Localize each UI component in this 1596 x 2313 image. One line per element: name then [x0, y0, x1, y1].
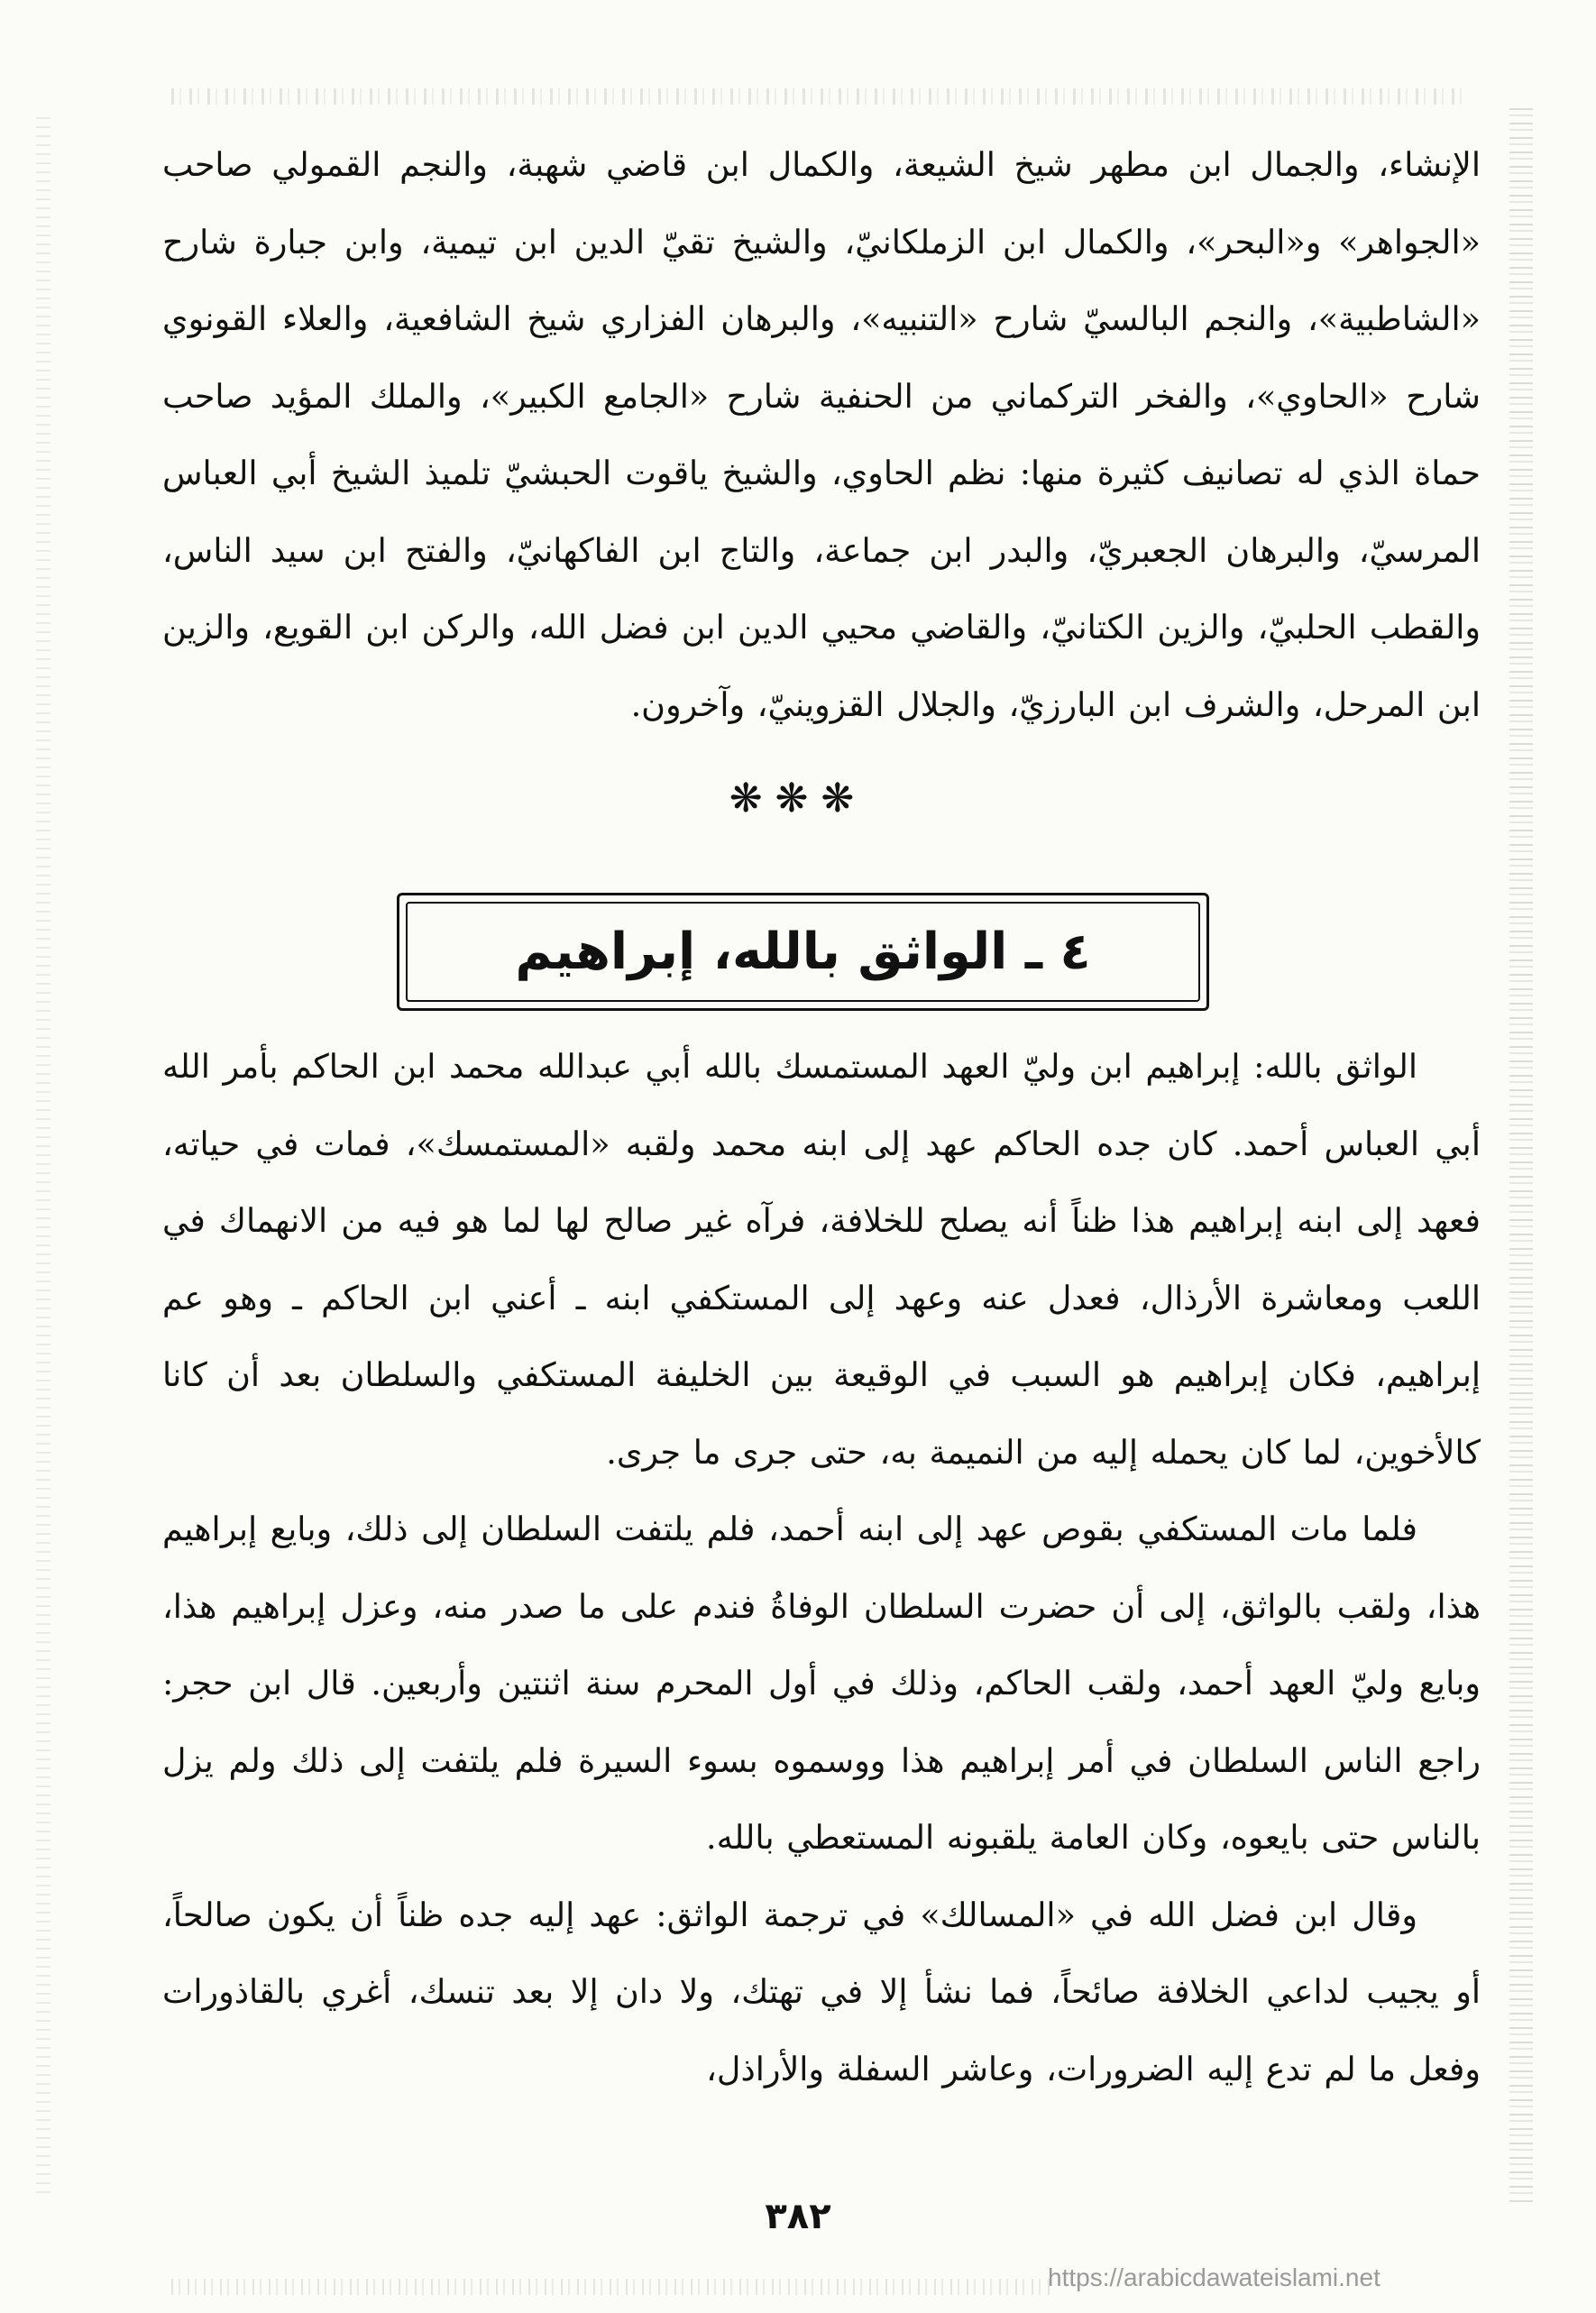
body-paragraph-2: فلما مات المستكفي بقوص عهد إلى ابنه أحمد، فلم يلتفت السلطان إلى ذلك، وبايع إبراهيم هذا، ولقب بالواثق، إلى أن حضرت السلطان الوفاةُ فندم على ما صدر منه، وعزل إبراهيم هذا، وبايع وليّ العهد أحمد، ولقب الحاكم، وذلك في أول المحرم سنة اثنتين وأربعين. قال ابن حجر: راجع الناس السلطان في أمر إبراهيم هذا ووسموه بسوء السيرة فلم يلتفت إلى ذلك ولم يزل بالناس حتى بايعوه، وكان العامة يلقبونه المستعطي بالله. [162, 1510, 1481, 1857]
scan-edge-top [171, 88, 1470, 105]
body-paragraph-1: الواثق بالله: إبراهيم ابن وليّ العهد المستمسك بالله أبي عبدالله محمد ابن الحاكم بأمر الله أبي العباس أحمد. كان جده الحاكم عهد إلى ابنه محمد ولقبه «المستمسك»، فمات في حياته، فعهد إلى ابنه إبراهيم هذا ظناً أنه يصلح للخلافة، فرآه غير صالح لها لما هو فيه من الانهماك في اللعب ومعاشرة الأرذال، فعدل عنه وعهد إلى المستكفي ابنه ـ أعني ابن الحاكم ـ وهو عم إبراهيم، فكان إبراهيم هو السبب في الوقيعة بين الخليفة المستكفي والسلطان بعد أن كانا كالأخوين، لما كان يحمله إليه من النميمة به، حتى جرى ما جرى. [162, 1047, 1481, 1472]
scan-edge-bottom [171, 2279, 1055, 2295]
top-paragraph: الإنشاء، والجمال ابن مطهر شيخ الشيعة، والكمال ابن قاضي شهبة، والنجم القمولي صاحب «الجواهر» و«البحر»، والكمال ابن الزملكانيّ، والشيخ تقيّ الدين ابن تيمية، وابن جبارة شارح «الشاطبية»، والنجم البالسيّ شارح «التنبيه»، والبرهان الفزاري شيخ الشافعية، والعلاء القونوي شارح «الحاوي»، والفخر التركماني من الحنفية شارح «الجامع الكبير»، والملك المؤيد صاحب حماة الذي له تصانيف كثيرة منها: نظم الحاوي، والشيخ ياقوت الحبشيّ تلميذ الشيخ أبي العباس المرسيّ، والبرهان الجعبريّ، والبدر ابن جماعة، والتاج ابن الفاكهانيّ، والفتح ابن سيد الناس، والقطب الحلبيّ، والزين الكتانيّ، والقاضي محيي الدين ابن فضل الله، والركن ابن القويع، والزين ابن المرحل، والشرف ابن البارزيّ، والجلال القزوينيّ، وآخرون. [162, 145, 1481, 724]
page-number: ٣٨٢ [765, 2196, 831, 2237]
body-paragraph-3: وقال ابن فضل الله في «المسالك» في ترجمة الواثق: عهد إليه جده ظناً أن يكون صالحاً، أو يجيب لداعي الخلافة صائحاً، فما نشأ إلا في تهتك، ولا دان إلا بعد تنسك، أغري بالقاذورات وفعل ما لم تدع إليه الضرورات، وعاشر السفلة والأراذل، [162, 1895, 1481, 2088]
scan-edge-right [1509, 108, 1533, 2205]
section-separator: ❋❋❋ [729, 776, 867, 821]
body-text-block [162, 1028, 1481, 2107]
top-text-block [162, 126, 1481, 743]
scan-edge-left [36, 117, 50, 2196]
section-title: ٤ ـ الواثق بالله، إبراهيم [515, 922, 1091, 981]
watermark-url: https://arabicdawateislami.net [1048, 2263, 1380, 2291]
section-heading-frame [397, 893, 1209, 1011]
